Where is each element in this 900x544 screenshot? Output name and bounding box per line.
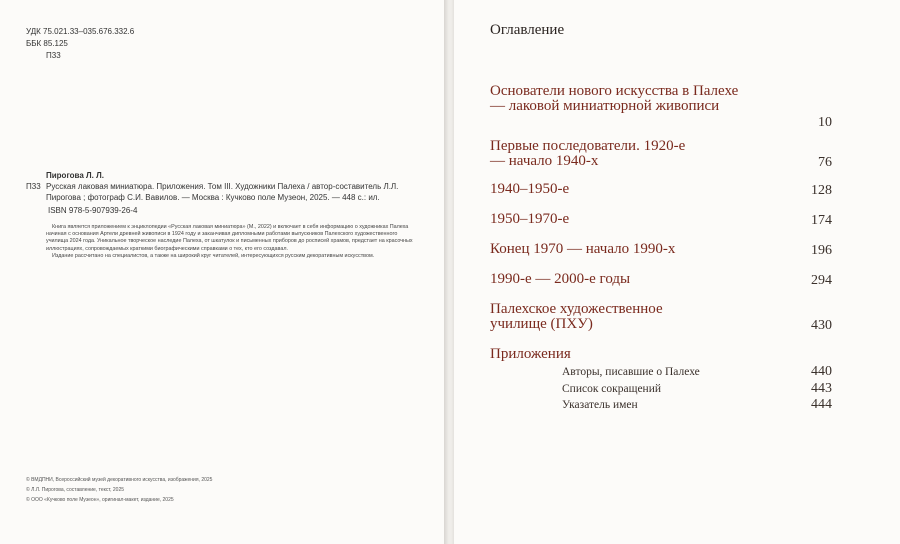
toc-title: Оглавление [490, 22, 565, 38]
copyright-line: © Л.Л. Пирогова, составление, текст, 2025 [26, 487, 125, 493]
udk-code: УДК 75.021.33–035.676.332.6 [26, 27, 135, 36]
toc-entry-label: 1990-е — 2000-е годы [490, 271, 631, 287]
annotation-paragraph: Издание рассчитано на специалистов, а также на широкий круг читателей, интересующихся русским декоративным искусством. [52, 252, 375, 259]
toc-subentry-page: 440 [811, 364, 832, 379]
toc-entry[interactable] [490, 212, 832, 228]
isbn: ISBN 978-5-907939-26-4 [48, 206, 138, 215]
left-page [0, 0, 446, 544]
author-code: П33 [46, 51, 61, 60]
toc-subentry[interactable] [562, 364, 832, 381]
copyright-line: © ООО «Кучково поле Музеон», оригинал-макет, издание, 2025 [26, 497, 174, 503]
toc-subentry-label: Авторы, писавшие о Палехе [562, 366, 700, 378]
toc-entry-page: 430 [811, 318, 832, 333]
toc-entry-label: Конец 1970 — начало 1990-х [490, 241, 676, 257]
bbk-code: ББК 85.125 [26, 39, 68, 48]
annotation [26, 224, 416, 260]
toc-entry[interactable] [490, 182, 832, 198]
toc-subentry[interactable] [562, 397, 832, 414]
toc-entry-page: 10 [818, 115, 832, 130]
copyright-line: © ВМДПНИ, Всероссийский музей декоративного искусства, изображения, 2025 [26, 477, 213, 483]
toc-entry-label: Палехское художественное училище (ПХУ) [490, 301, 663, 332]
toc-entry-page: 174 [811, 213, 832, 228]
biblio-mark: П33 [26, 182, 41, 191]
annotation-paragraph: Книга является приложением к энциклопедии «Русская лаковая миниатюра» (М., 2022) и включает в себя информацию о художниках Палеха начиная с основания Артели древней живописи в 1924 году и заканчивая дипломными работами выпускников Палехского художественного училища 2024 года. Уникальное творческое наследие Палеха, от шкатулок и письменных приборов до росписей храмов, предстает на красочных иллюстрациях, сопровождаемых краткими биографическими справками о тех, кто его создавал. [46, 224, 413, 252]
toc-entry-label: Первые последователи. 1920-е — начало 1940-х [490, 138, 686, 169]
biblio-text: Русская лаковая миниатюра. Приложения. Том III. Художники Палеха / автор-составитель Л.Л. Пирогова ; фотограф С.И. Вавилов. — Москва : Кучково поле Музеон, 2025. — 448 с.: ил. [46, 182, 399, 202]
toc-entry-label: Приложения [490, 346, 571, 362]
right-page [454, 0, 900, 544]
toc-entry[interactable] [490, 272, 832, 288]
toc-entry-label: Основатели нового искусства в Палехе — лаковой миниатюрной живописи [490, 83, 739, 114]
toc-entry[interactable] [490, 84, 832, 130]
toc-subentry-label: Список сокращений [562, 382, 662, 395]
toc-entry-appendix[interactable] [490, 347, 832, 363]
toc-entry[interactable] [490, 242, 832, 258]
toc-entry-label: 1950–1970-е [490, 211, 570, 227]
copyright-block [26, 475, 212, 505]
toc-subentry-label: Указатель имен [562, 399, 638, 411]
table-of-contents [490, 84, 832, 414]
toc-subentry-page: 443 [811, 380, 832, 396]
bibliographic-record [26, 170, 416, 260]
toc-entry-page: 128 [811, 183, 832, 198]
toc-entry-page: 294 [811, 273, 832, 288]
biblio-description [26, 181, 416, 203]
toc-subentry-page: 444 [811, 397, 832, 412]
toc-subentry[interactable] [562, 381, 832, 398]
classification-codes [26, 26, 134, 62]
toc-entry-page: 196 [811, 243, 832, 258]
toc-entry[interactable] [490, 139, 832, 170]
toc-entry-page: 76 [818, 155, 832, 170]
author-name: Пирогова Л. Л. [46, 171, 104, 180]
toc-entry[interactable] [490, 302, 832, 333]
toc-entry-label: 1940–1950-е [490, 181, 570, 197]
